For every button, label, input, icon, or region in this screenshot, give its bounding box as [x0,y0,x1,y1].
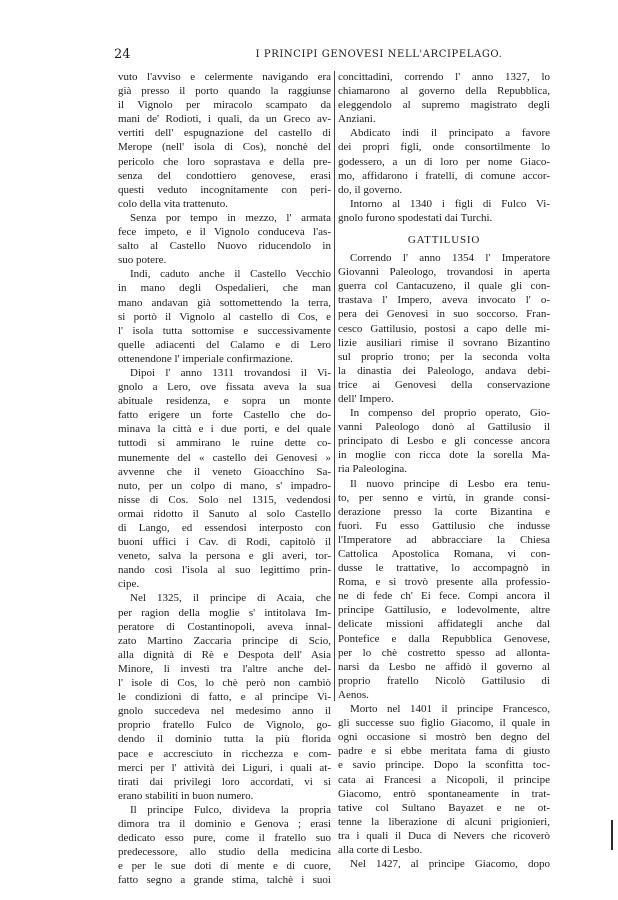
text-line: ne di fede ch' Ei fece. Compì ancora il [338,590,550,603]
text-line: pericolo che loro soprastava e della pre- [118,155,331,168]
text-line: mo, affidarono i fratelli, di comune accor- [338,169,550,182]
text-line: la dinastia dei Paleologo, andava debi- [338,364,550,377]
text-line: ogni occasione si mostrò ben degno del [338,731,550,744]
text-line: tirati dai privilegi loro accordati, vi si [118,775,331,788]
text-line: In compenso del proprio operato, Gio- [350,407,550,420]
text-line: quelle adiacenti del Calamo e di Lero [118,338,331,351]
text-line: in mano degli Ospedalieri, che man [118,282,331,295]
text-line: e savio principe. Dopo la sconfitta toc- [338,759,550,772]
page-number: 24 [114,47,131,62]
text-line: Minore, li investì tra l'altre anche del- [118,662,331,675]
text-line: senza del condottiero genovese, erasi [118,169,331,182]
text-line: suo potere. [118,254,167,267]
text-line: munemente del « castello dei Genovesi » [118,451,331,464]
text-line: eleggendolo al supremo magistrato degli [338,99,550,112]
text-line: tra i quali il Duca di Nevers che ricoverò [338,829,550,842]
text-line: chiamarono al governo della Repubblica, [338,85,550,98]
text-line: abituale residenza, e sopra un monte [118,395,331,408]
text-line: trice ai Genovesi della conservazione [338,378,550,391]
text-line: e per le sue doti di mente e di cuore, [118,860,331,873]
text-line: nisse di Cos. Solo nel 1315, vedendosi [118,493,331,506]
text-line: padre e si ebbe meritata fama di giusto [338,745,550,758]
text-line: alla dignità di Rè e Despota dell' Asia [118,648,331,661]
text-line: colo della vita trattenuto. [118,197,228,210]
text-line: nando così l'isola al suo legittimo prin- [118,564,331,577]
text-line: dell' Impero. [338,392,394,405]
text-line: veneto, salva la persona e gli averi, tor- [118,550,331,563]
text-line: Giovanni Paleologo, trovandosi in aperta [338,266,550,279]
text-line: le condizioni di fatto, e al principe Vi- [118,691,331,704]
text-line: derazione presso la corte Bizantina e [338,505,550,518]
text-line: gnolo succedeva nel medesimo anno il [118,705,331,718]
text-line: Merope (nell' isola di Cos), nonchè del [118,141,331,154]
text-line: per ragion della moglie s' intitolava Im- [118,606,331,619]
text-line: concittadini, correndo l' anno 1327, lo [338,71,550,83]
text-line: pera dei Genovesi in suo soccorso. Fran- [338,308,550,321]
text-line: questi veduto incognitamente con peri- [118,183,331,196]
text-line: vanni Paleologo donò al Gattilusio il [338,421,550,434]
text-line: cipe. [118,578,140,591]
section-heading: GATTILUSIO [407,234,481,247]
text-line: principe Gattilusio, e lodevolmente, altre [338,604,550,617]
text-line: tenne la liberazione di alcuni prigionieri, [338,815,550,828]
right-column [338,70,550,871]
text-line: dusse le trattative, lo accompagnò in [338,562,550,575]
text-line: dei propri figli, onde consortilmente lo [338,141,550,154]
text-line: cesco Gattilusio, postosi a capo delle mi- [338,322,550,335]
text-line: di Lango, ed essendosi interposto con [118,522,331,534]
text-line: vuto l'avviso e celermente navigando era [118,71,331,83]
text-line: tative col Sultano Bayazet e ne ot- [338,801,550,814]
text-line: Abdicato indi il principato a favore [350,127,550,140]
text-line: narsi da Lesbo ne affidò il governo al [338,660,550,673]
text-line: Dipoi l' anno 1311 trovandosi il Vi- [130,366,331,379]
text-line: godessero, a un di loro per nome Giaco- [338,155,550,168]
text-line: do, il governo. [338,183,403,196]
text-line: Aenos. [338,688,369,701]
text-line: lizie ausiliari rimise il sovrano Bizantino [338,336,550,349]
text-line: vertiti dell' espugnazione del castello di [118,127,331,140]
text-line: principato di Lesbo e gli concesse ancora [338,435,550,448]
text-line: Indi, caduto anche il Castello Vecchio [130,268,331,281]
text-line: ria Paleologina. [338,463,408,476]
text-line: gli successe suo figlio Giacomo, il quale in [338,717,550,730]
text-line: gnolo furono spodestati dai Turchi. [338,211,493,224]
text-line: Nel 1427, al principe Giacomo, dopo [350,858,550,871]
text-line: Morto nel 1401 il principe Francesco, [350,703,550,716]
text-line: fuori. Fu esso Gattilusio che indusse [338,519,550,532]
left-column [118,70,331,887]
text-line: merci per l' attività dei Liguri, i quali at- [118,761,331,774]
text-line: sul proprio trono; per la seconda volta [338,350,550,363]
text-line: tuttodì si ammirano le ruine dette co- [118,437,331,450]
text-line: guerra col Cantacuzeno, il quale gli con- [338,280,550,293]
text-line: Senza por tempo in mezzo, l' armata [130,211,331,224]
text-line: erano stabiliti in buon numero. [118,789,254,802]
text-line: predecessore, allo studio della medicina [118,846,331,859]
text-line: ottenendone l' imperiale confirmazione. [118,352,293,365]
text-line: in moglie con ricca dote la sorella Ma- [338,449,550,462]
text-line: avvenne che il veneto Gioacchino Sa- [118,465,331,478]
text-line: Intorno al 1340 i figli di Fulco Vi- [350,197,550,210]
text-line: Roma, e si trovò presente alla professio- [338,576,550,589]
text-line: si portò il Vignolo al castello di Cos, e [118,310,331,323]
text-line: dendo il dominio tutta la più florida [118,733,331,746]
text-line: buoni uffici i Cav. di Rodi, capitolò il [118,536,331,549]
text-line: proprio fratello Nicolò Gattilusio di [338,674,550,687]
text-line: dimora tra il dominio e Genova ; erasi [118,817,331,830]
text-line: Giacomo, entrò spontaneamente in trat- [338,787,550,800]
text-line: pace e accresciuto in ricchezza e com- [118,747,331,760]
text-line: delicate missioni affidategli anche dal [338,618,550,631]
text-line: fatto segno a grande stima, talchè i suoi [118,874,331,887]
text-line: salto al Castello Nuovo riducendolo in [118,240,331,253]
scan-edge-mark [611,820,613,850]
text-line: Il nuovo principe di Lesbo era tenu- [350,477,550,490]
text-line: trastava l' Impero, aveva invocato l' o- [338,294,550,307]
text-line: Correndo l' anno 1354 l' Imperatore [350,252,550,265]
text-line: Il principe Fulco, divideva la propria [130,803,331,816]
column-divider [334,71,335,701]
text-line: ormai ridotto il Sanuto al solo Castello [118,507,331,520]
text-line: gnolo a Lero, ove fissata aveva la sua [118,381,331,394]
page-header [112,47,558,63]
running-title: I PRINCIPI GENOVESI NELL'ARCIPELAGO. [255,49,503,60]
text-line: dedicato esso pure, come il fratello suo [118,832,331,845]
text-line: minava la città e i due porti, e del quale [118,423,331,436]
text-line: l' isola tutta sottomise e successivamente [118,324,331,337]
text-line: l' isole di Cos, lo chè però non cambiò [118,677,331,690]
text-line: Cattolica Apostolica Romana, vi con- [338,548,550,560]
text-line: fece impeto, e il Vignolo conduceva l'as- [118,226,331,239]
text-line: zato Martino Zaccaria principe di Scio, [118,634,331,647]
text-line: il Vignolo per miracolo scampato da [118,99,331,112]
text-line: l'Imperatore ad abbracciare la Chiesa [338,533,550,546]
text-line: Anziani. [338,113,376,126]
text-line: nuto, per un colpo di mano, s' impadro- [118,479,331,492]
text-line: Nel 1325, il principe di Acaia, che [130,592,331,605]
text-line: già presso il porto quando la raggiunse [118,85,331,98]
text-line: alla corte di Lesbo. [338,843,423,856]
text-line: Pontefice e dalla Repubblica Genovese, [338,632,550,645]
text-line: proprio fratello Fulco de Vignolo, go- [118,719,331,732]
text-line: mano andavan già sottomettendo la terra, [118,296,331,309]
text-line: fatto erigere un forte Castello che do- [118,409,331,422]
text-line: cata ai Francesi a Nicopoli, il principe [338,773,550,786]
text-line: peratore di Costantinopoli, aveva innal- [118,620,331,633]
text-line: mani de' Rodioti, i quali, da un Greco av- [118,113,331,126]
text-line: to, per senno e virtù, in grande consi- [338,491,550,504]
text-line: per lo chè costretto spesso ad allonta- [338,646,550,659]
